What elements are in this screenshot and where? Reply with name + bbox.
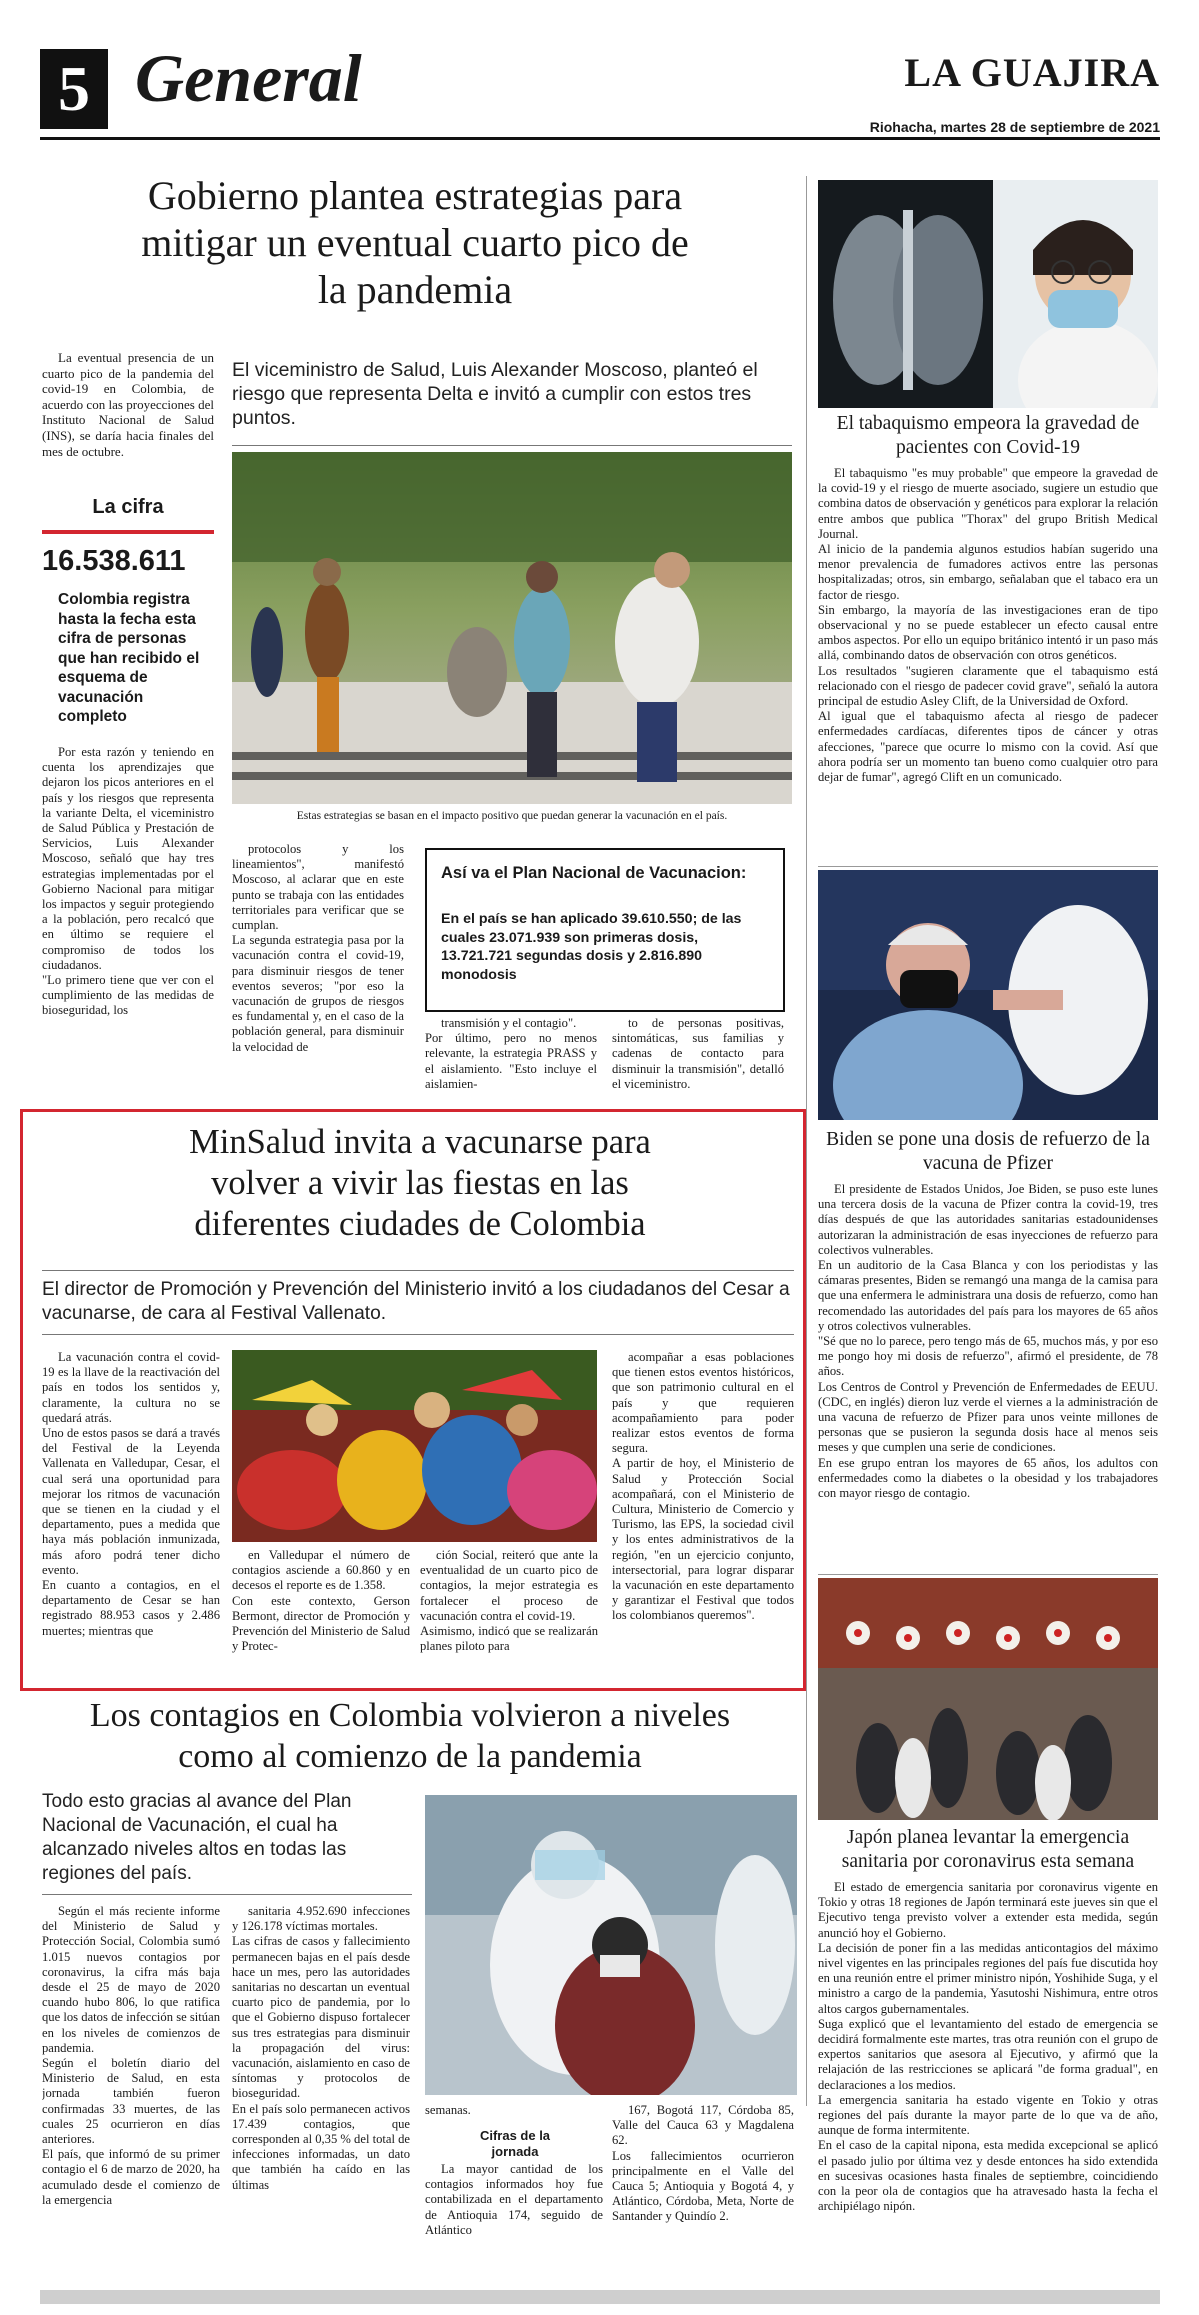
minsalud-deck-top-rule [42,1270,794,1271]
lead-col4-text: to de personas positivas, sintomáticas, sus familias y cadenas de contacto para disminuir la transmisión", detalló el viceministro. [612,1016,784,1091]
sidebar-story2-headline: Biden se pone una dosis de refuerzo de la vacuna de Pfizer [826,1129,1150,1174]
sidebar-story3-text: El estado de emergencia sanitaria por coronavirus vigente en Tokio y otras 18 regiones de Japón terminará este jueves sin que el Ejecutivo tenga previsto volver a extender esta medida, según anunció hoy el Gobierno. La decisión de poner fin a las medidas anticontagios del máximo nivel vigentes en las principales regiones del país fue discutida hoy en una reunión entre el primer ministro nipón, Yoshihide Suga, y el ministro a cargo de la pandemia, Yasutoshi Nishimura, entre otros altos cargos gubernamentales. Suga explicó que el levantamiento del estado de emergencia se decidirá formalmente este martes, tras otra reunión con el grupo de expertos sanitarios que asesora al Ejecutivo, y afirmó que la relajación de las restricciones se aplicará "de forma gradual", en declaraciones a los medios. La emergencia sanitaria ha estado vigente en Tokio y otras regiones del país durante la mayor parte de lo que va de año, aunque de forma intermitente. En el caso de la capital nipona, esta medida excepcional se aplicó el pasado julio por última vez y desde entonces ha sido extendida en sucesivas ocasiones hasta finales de septiembre, coincidiendo con la peor ola de contagios que ha atravesado hasta la fecha el archipiélago nipón. [818,1880,1158,2214]
figure-value: 16.538.611 [42,545,186,577]
masthead-rule [40,137,1160,140]
minsalud-deck-bottom-rule [42,1334,794,1335]
contagios-col3a: semanas. [425,2103,471,2117]
page-number: 5 [40,49,108,129]
lead-col3 [425,1016,597,1098]
contagios-col4-text: 167, Bogotá 117, Córdoba 85, Valle del Cauca 63 y Magdalena 62. Los fallecimientos ocurrieron principalmente en el Valle del Cauca 5; Antioquia y Bogotá 4, y Atlántico, Córdoba, Meta, Norte de Santander y Quindío 2. [612,2103,794,2224]
figure-label: La cifra [92,496,164,518]
minsalud-col3-text: ción Social, reiteró que ante la eventualidad de un cuarto pico de contagios, la mejor estrategia es fortalecer el proceso de vacunación contra el covid-19. Asimismo, indicó que se realizarán planes piloto para [420,1548,598,1654]
minsalud-deck: El director de Promoción y Prevención del Ministerio invitó a los ciudadanos del Cesar a vacunarse, de cara al Festival Vallenato. [42,1279,790,1324]
figure-rule [42,530,214,534]
contagios-deck-rule [42,1894,412,1895]
lead-photo [232,452,792,804]
biden-photo [818,870,1158,1120]
contagios-col4 [612,2103,794,2253]
lead-col3-text: transmisión y el contagio". Por último, pero no menos relevante, la estrategia PRASS y el aislamiento. "Esto incluye el aislamien- [425,1016,597,1091]
lead-headline: Gobierno plantea estrategias para mitigar un eventual cuarto pico de la pandemia [141,173,689,313]
contagios-col2 [232,1904,410,2244]
vaccination-box-title: Así va el Plan Nacional de Vacunacion: [441,864,747,882]
sidebar-rule-1 [818,866,1158,867]
section-title: General [135,40,362,116]
festival-photo [232,1350,597,1542]
lead-col1-text: Por esta razón y teniendo en cuenta los aprendizajes que dejaron los picos anteriores en el país y los riesgos que representa la variante Delta, el viceministro de Salud Pública y Prestación de Servicios, Luis Alexander Moscoso, señaló que hay tres estrategias implementadas por el Gobierno Nacional para mitigar los impactos y seguir protegiendo a la población, pero recalcó que en último se requiere el compromiso de todos los ciudadanos. "Lo primero tiene que ver con el cumplimiento de las medidas de bioseguridad, los [42,745,214,1018]
sidebar-story3-headline: Japón planea levantar la emergencia sanitaria por coronavirus esta semana [841,1827,1135,1872]
lead-deck: El viceministro de Salud, Luis Alexander Moscoso, planteó el riesgo que representa Delta e invitó a cumplir con estos tres puntos. [232,359,758,429]
footer-bar [40,2290,1160,2304]
contagios-col1-text: Según el más reciente informe del Ministerio de Salud y Protección Social, Colombia sumó 1.015 nuevos contagios por coronavirus, la cifra más baja desde el 25 de mayo de 2020 cuando hubo 806, lo que ratifica que los datos de infección se sitúan en los niveles de comienzos de pandemia. Según el boletín diario del Ministerio de Salud, en esta jornada también fueron confirmadas 33 muertes, de las cuales 25 ocurrieron en días anteriores. El país, que informó de su primer contagio el 6 de marzo de 2020, ha acumulado desde el comienzo de la emergencia [42,1904,220,2207]
tokyo-street-photo [818,1578,1158,1820]
minsalud-col2-text: en Valledupar el número de contagios asciende a 60.860 y en decesos el reporte es de 1.358. Con este contexto, Gerson Bermont, director de Promoción y Prevención del Ministerio de Salud y Protec- [232,1548,410,1654]
lead-photo-caption: Estas estrategias se basan en el impacto positivo que puedan generar la vacunación en el país. [296,810,728,822]
sidebar-story2-body [818,1182,1158,1572]
masthead [40,40,1160,140]
sidebar-divider [806,176,807,2106]
lead-intro: La eventual presencia de un cuarto pico de la pandemia del covid-19 en Colombia, de acuerdo con las proyecciones del Instituto Nacional de Salud (INS), se daría hacia finales del mes de octubre. [42,350,214,459]
xray-doctor-photo [818,180,1158,408]
minsalud-col4-text: acompañar a esas poblaciones que tienen estos eventos históricos, que son patrimonio cultural en el país y que requieren acompañamiento para poder realizar estos eventos de forma segura. A partir de hoy, el Ministerio de Salud y Protección Social acompañará, con el Ministerio de Cultura, Ministerio de Comercio y Turismo, las EPS, la sociedad civil y los entes administrativos de la región, "en un ejercicio conjunto, intersectorial, para lograr disparar la vacunación en este departamento y garantizar el Festival que todos los colombianos queremos". [612,1350,794,1623]
sidebar-story2-text: El presidente de Estados Unidos, Joe Biden, se puso este lunes una tercera dosis de la vacuna de Pfizer contra la covid-19, tres días después de que las autoridades sanitarias estadounidenses autorizaran la administración de esas inyecciones de refuerzo para colectivos vulnerables. En un auditorio de la Casa Blanca y con los periodistas y las cámaras presentes, Biden se remangó una manga de la camisa para que una enfermera le administrara una dosis de refuerzo, como han recomendado las autoridades del país para los mayores de 65 años y otros colectivos vulnerables. "Sé que no lo parece, pero tengo más de 65, muchos más, y por eso me pongo hoy mi dosis de refuerzo", afirmó el presidente, de 78 años. Los Centros de Control y Prevención de Enfermedades de EEUU. (CDC, en inglés) dieron luz verde el viernes a la administración de una vacuna de refuerzo de Pfizer para unos veinte millones de personas que se pusieron la segunda dosis hace al menos seis meses y que cumplen una serie de condiciones. En ese grupo entran los mayores de 65 años, los adultos con enfermedades como la diabetes o la obesidad y los trabajadores con mayor riesgo de contagio. [818,1182,1158,1501]
contagios-subhead: Cifras de la jornada [479,2128,551,2159]
minsalud-headline: MinSalud invita a vacunarse para volver a vivir las fiestas en las diferentes ciudades de Colombia [189,1123,651,1243]
testing-photo [425,1795,797,2095]
contagios-headline: Los contagios en Colombia volvieron a niveles como al comienzo de la pandemia [89,1697,731,1775]
minsalud-col3 [420,1548,598,1683]
sidebar-rule-2 [818,1574,1158,1575]
sidebar-story1-text: El tabaquismo "es muy probable" que empeore la gravedad de la covid-19 y el riesgo de muerte asociado, sugiere un estudio que combina datos de observación y genéticos para explorar la relación entre ambos que publica "Thorax" del grupo British Medical Journal. Al inicio de la pandemia algunos estudios habían sugerido una menor prevalencia de fumadores activos entre las personas hospitalizadas; otros, sin embargo, señalaban que el tabaco era un factor de riesgo. Sin embargo, la mayoría de las investigaciones eran de tipo observacional y no se puede establecer un efecto causal entre ambos aspectos. Por ello un equipo británico intentó ir un paso más allá, combinando datos de observación con otros genéticos. Los resultados "sugieren claramente que el tabaquismo está relacionado con el riesgo de padecer covid grave", señaló la autora principal de estudio Asley Clift, de la Universidad de Oxford. Al igual que el tabaquismo afecta al riesgo de padecer enfermedades cardíacas, diferentes tipos de cáncer y otras afecciones, "parece que ocurre lo mismo con la covid. Así que ahora podría ser un momento tan bueno como cualquier otro para dejar de fumar", agregó Clift en un comunicado. [818,466,1158,785]
figure-text: Colombia registra hasta la fecha esta cifra de personas que han recibido el esquema de vacunación completo [58,591,200,725]
minsalud-col1 [42,1350,220,1680]
contagios-deck: Todo esto gracias al avance del Plan Nacional de Vacunación, el cual ha alcanzado niveles altos en todas las regiones del país. [42,1791,352,1884]
sidebar-story3-body [818,1880,1158,2250]
issue-date: Riohacha, martes 28 de septiembre de 2021 [869,119,1160,135]
minsalud-col4 [612,1350,794,1683]
contagios-col3 [425,2162,603,2252]
lead-col2 [232,842,404,1097]
lead-deck-rule [232,358,234,448]
vaccination-box-text: En el país se han aplicado 39.610.550; de las cuales 23.071.939 son primeras dosis, 13.721.721 segundas dosis y 2.816.890 monodosis [441,911,742,983]
sidebar-story1-body [818,466,1158,860]
lead-col1 [42,745,214,1097]
minsalud-col2 [232,1548,410,1683]
lead-deck-bottom-rule [232,445,792,446]
contagios-col2-text: sanitaria 4.952.690 infecciones y 126.178 víctimas mortales. Las cifras de casos y fallecimiento permanecen bajas en el país desde hace un mes, pero las autoridades sanitarias no descartan un eventual cuarto pico de pandemia, por lo que el Gobierno dispuso fortalecer sus tres estrategias para disminuir la propagación del virus: vacunación, aislamiento en caso de síntomas y protocolos de bioseguridad. En el país solo permanecen activos 17.439 contagios, que corresponden al 0,35 % del total de infecciones informadas, un dato que también ha caído en las últimas [232,1904,410,2192]
lead-col2-text: protocolos y los lineamientos", manifestó Moscoso, al aclarar que en este punto se trabaja con las entidades territoriales para verificar que se cumplan. La segunda estrategia pasa por la vacunación contra el covid-19, para disminuir riesgos de tener eventos severos; "por eso la vacunación de grupos de riesgos es fundamental y, en el caso de la población general, para disminuir la velocidad de [232,842,404,1054]
newspaper-logo: LA GUAJIRA [904,50,1160,95]
vaccination-box [425,848,785,1012]
lead-col4 [612,1016,784,1098]
minsalud-col1-text: La vacunación contra el covid-19 es la llave de la reactivación del país en todos los sentidos y, claramente, la cultura no se quedará atrás. Uno de estos pasos se dará a través del Festival de la Leyenda Vallenata en Valledupar, Cesar, el cual será una oportunidad para mejorar los ritmos de vacunación que se tienen en la ciudad y el departamento, pues a medida que haya más población inmunizada, más aforo podrá tener dicho evento. En cuanto a contagios, en el departamento de Cesar se han registrado 88.953 casos y 2.486 muertes; mientras que [42,1350,220,1638]
contagios-col1 [42,1904,220,2244]
sidebar-story1-headline: El tabaquismo empeora la gravedad de pacientes con Covid-19 [836,413,1140,458]
contagios-col3-text: La mayor cantidad de los contagios informados hoy fue contabilizada en el departamento de Antioquia 174, seguido de Atlántico [425,2162,603,2237]
